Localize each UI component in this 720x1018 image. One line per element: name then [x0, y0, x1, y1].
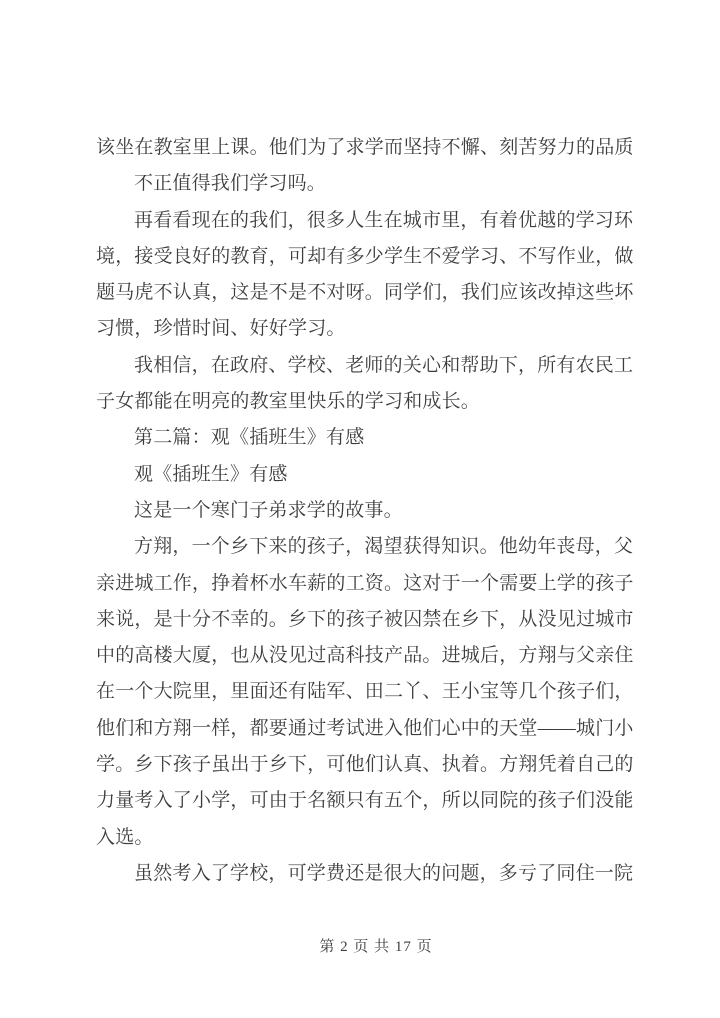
text-line: 境，接受良好的教育，可却有多少学生不爱学习、不写作业，做: [96, 245, 634, 267]
text-line: 力量考入了小学，可由于名额只有五个，所以同院的孩子们没能: [96, 790, 634, 812]
text-line: 在一个大院里，里面还有陆军、田二丫、王小宝等几个孩子们，: [96, 681, 634, 703]
text-line: 再看看现在的我们，很多人生在城市里，有着优越的学习环: [134, 209, 634, 231]
text-line: 不正值得我们学习吗。: [134, 173, 327, 195]
text-line: 第二篇：观《插班生》有感: [134, 427, 365, 449]
text-line: 观《插班生》有感: [134, 463, 288, 485]
text-line: 方翔，一个乡下来的孩子，渴望获得知识。他幼年丧母，父: [134, 536, 634, 558]
text-line: 习惯，珍惜时间、好好学习。: [96, 318, 346, 340]
text-line: 虽然考入了学校，可学费还是很大的问题，多亏了同住一院: [134, 862, 634, 884]
text-line: 亲进城工作，挣着杯水车薪的工资。这对于一个需要上学的孩子: [96, 572, 634, 594]
text-line: 中的高楼大厦，也从没见过高科技产品。进城后，方翔与父亲住: [96, 645, 634, 667]
text-line: 这是一个寒门子弟求学的故事。: [134, 499, 403, 521]
text-line: 我相信，在政府、学校、老师的关心和帮助下，所有农民工: [134, 354, 634, 376]
text-line: 题马虎不认真，这是不是不对呀。同学们，我们应该改掉这些坏: [96, 282, 634, 304]
document-body: [96, 130, 652, 892]
text-line: 来说，是十分不幸的。乡下的孩子被囚禁在乡下，从没见过城市: [96, 608, 634, 630]
page-footer: 第 2 页 共 17 页: [319, 939, 433, 955]
text-line: 他们和方翔一样，都要通过考试进入他们心中的天堂——城门小: [96, 717, 634, 739]
text-line: 该坐在教室里上课。他们为了求学而坚持不懈、刻苦努力的品质: [96, 137, 634, 158]
text-line: 子女都能在明亮的教室里快乐的学习和成长。: [96, 391, 481, 413]
text-line: 学。乡下孩子虽出于乡下，可他们认真、执着。方翔凭着自己的: [96, 754, 634, 776]
text-line: 入选。: [96, 826, 154, 848]
